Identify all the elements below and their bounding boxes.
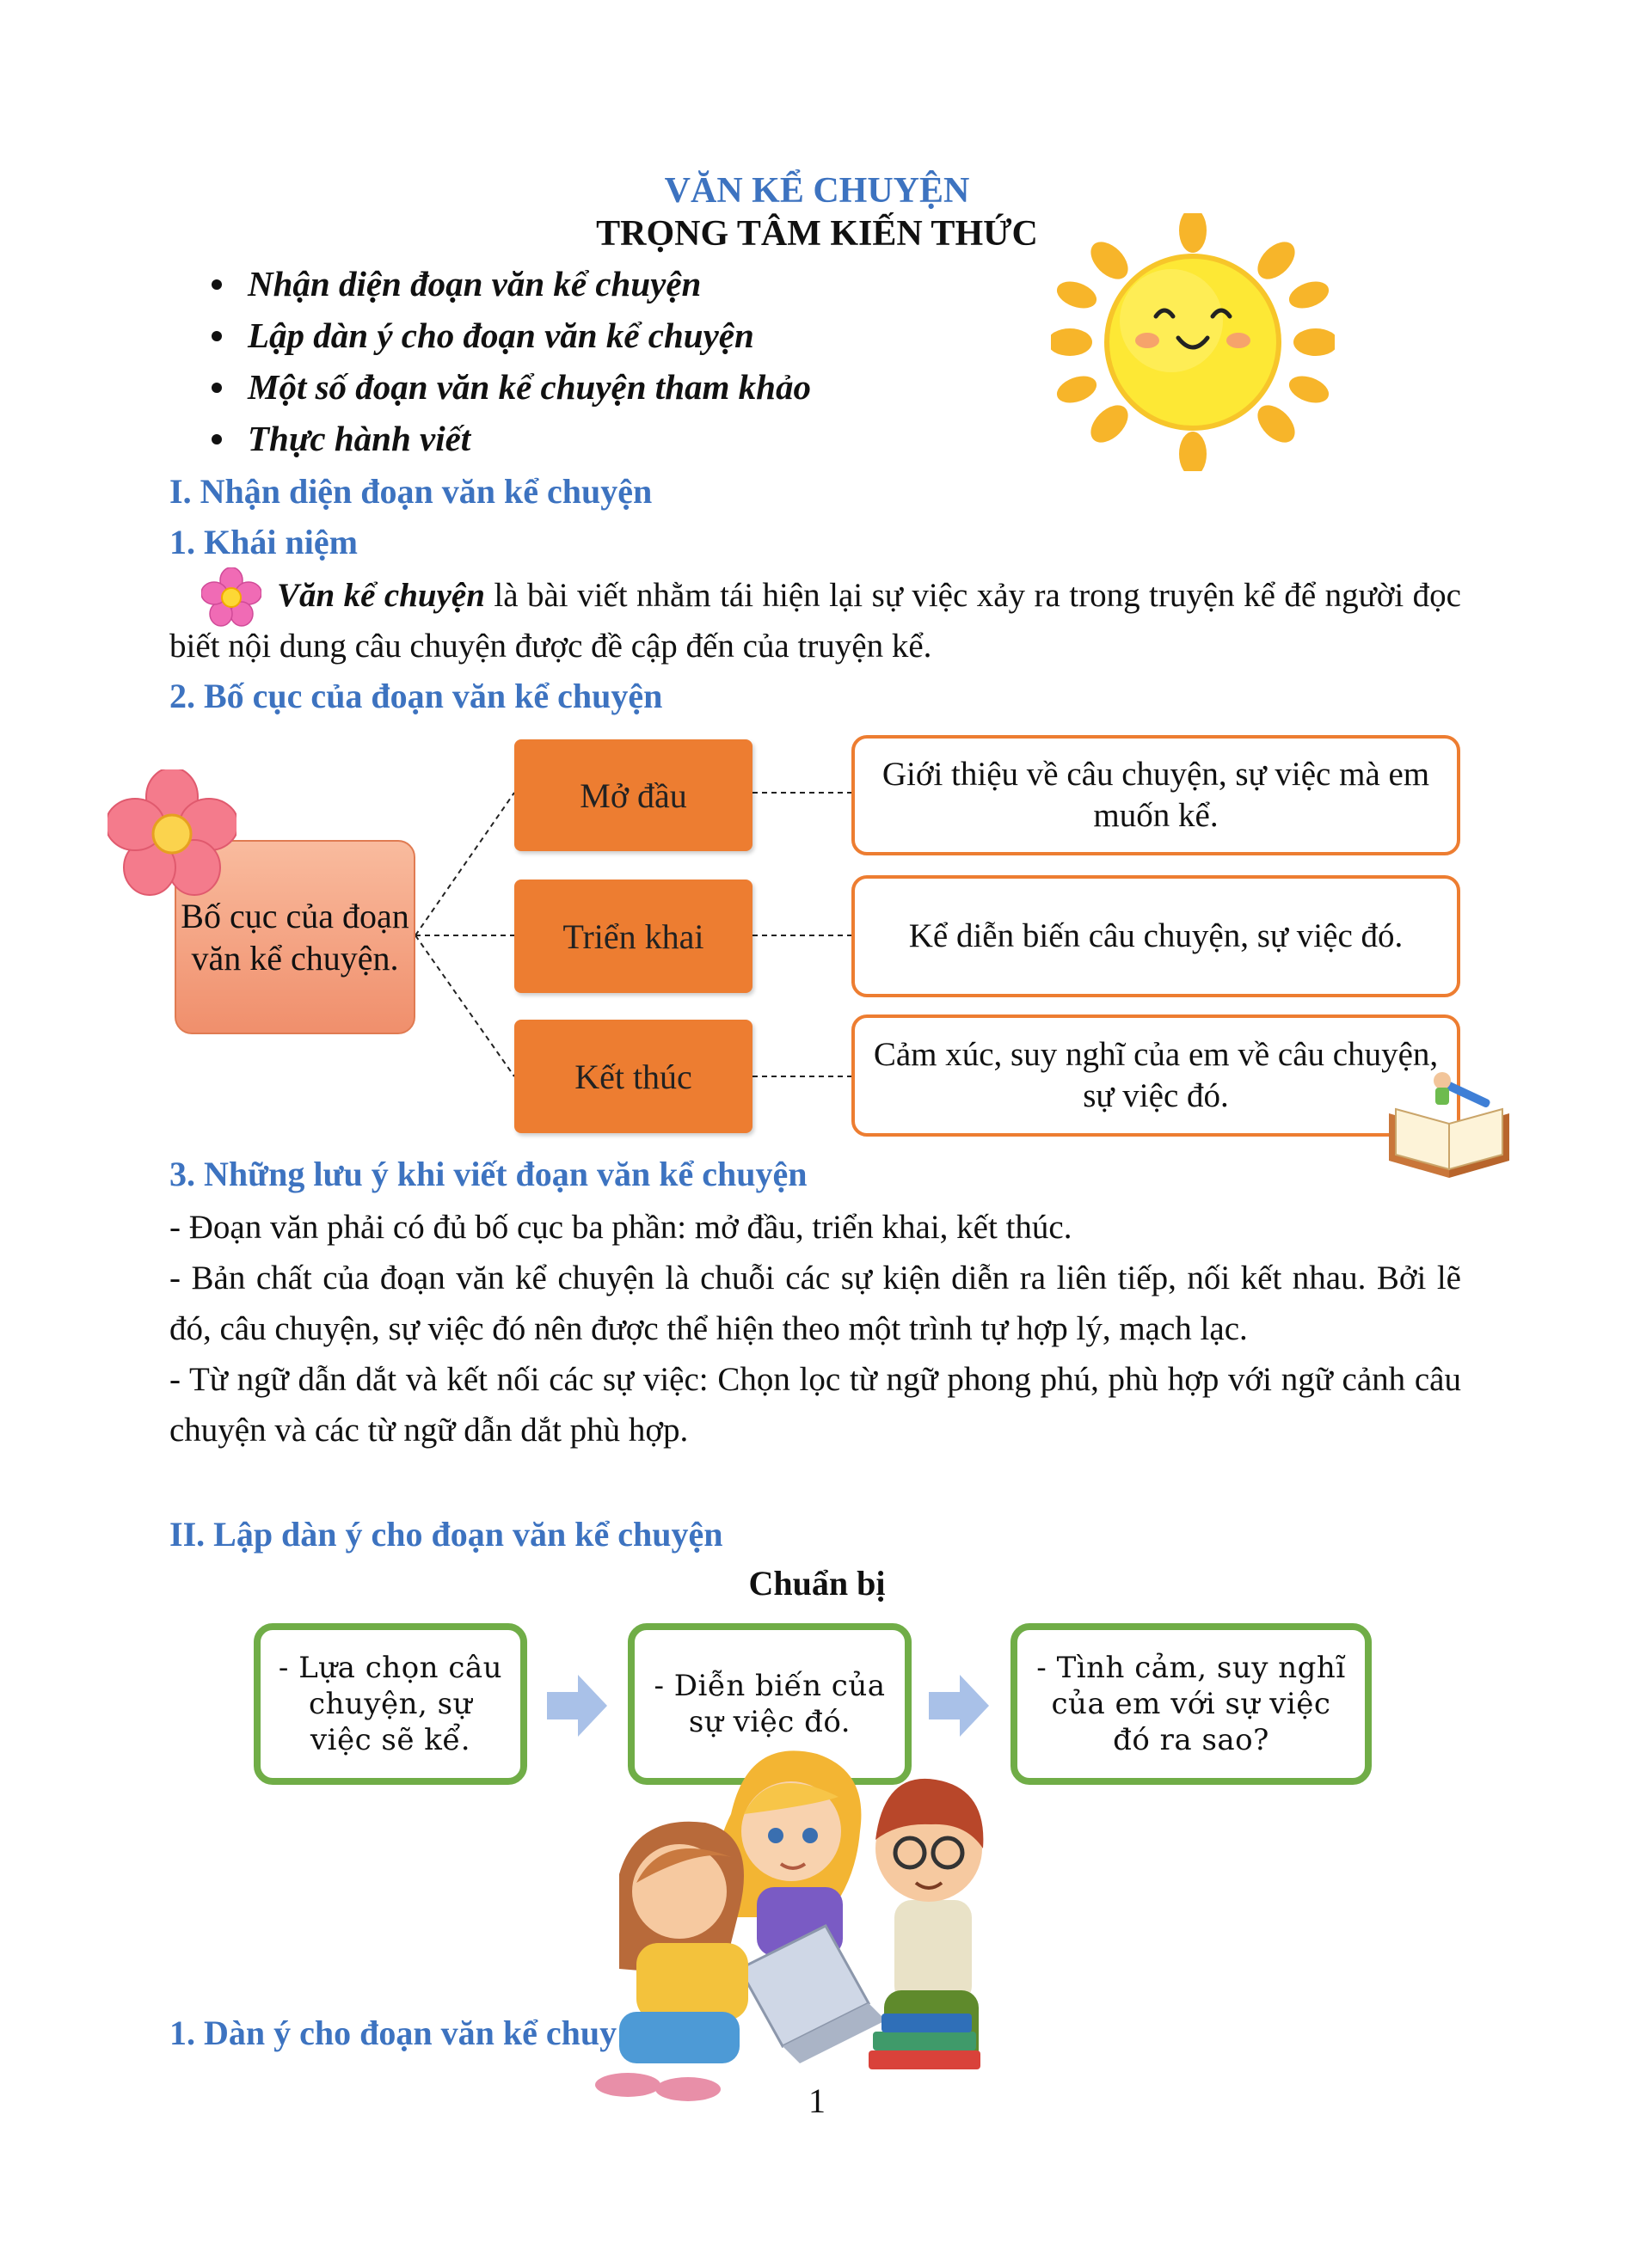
notes-heading: 3. Những lưu ý khi viết đoạn văn kể chuyện [169, 1155, 808, 1193]
note-item: - Đoạn văn phải có đủ bố cục ba phần: mở đầu, triển khai, kết thúc. [169, 1209, 1072, 1246]
bullet-icon [212, 383, 222, 393]
concept-definition: là bài viết nhằm tái hiện lại sự việc xảy ra trong truyện kể để người đọc biết nội dung câu chuyện được đề cập đến của truyện kể. [169, 577, 1461, 665]
arrow-right-icon [547, 1675, 607, 1737]
concept-term: Văn kể chuyện [277, 577, 485, 614]
part-label: Mở đầu [580, 775, 687, 815]
step-text: - Lựa chọn câu chuyện, sự việc sẽ kể. [278, 1651, 503, 1757]
bullet-icon [212, 279, 222, 290]
bullet-icon [212, 434, 222, 444]
part-desc-body [851, 875, 1460, 997]
bullet-icon [212, 331, 222, 341]
sun-illustration [1051, 213, 1335, 471]
part-desc-text: Kể diễn biến câu chuyện, sự việc đó. [908, 917, 1404, 954]
part-desc-text: Cảm xúc, suy nghĩ của em về câu chuyện, sự việc đó. [873, 1036, 1439, 1114]
topic-list [206, 258, 811, 464]
page-number: 1 [808, 2081, 826, 2120]
step-text: - Tình cảm, suy nghĩ của em với sự việc đó ra sao? [1036, 1651, 1346, 1757]
note-item: - Bản chất của đoạn văn kể chuyện là chuỗi các sự kiện diễn ra liên tiếp, nối kết nhau. Bởi lẽ đó, câu chuyện, sự việc đó nên được thể hiện theo một trình tự hợp lý, mạch lạc. [169, 1260, 1461, 1347]
concept-heading: 1. Khái niệm [169, 523, 358, 561]
part-box-body [514, 880, 752, 993]
topic-text: Nhận diện đoạn văn kể chuyện [248, 264, 702, 303]
topic-item [206, 258, 811, 310]
topic-text: Lập dàn ý cho đoạn văn kể chuyện [248, 316, 754, 355]
part-label: Triển khai [562, 916, 704, 956]
note-item: - Từ ngữ dẫn dắt và kết nối các sự việc: Chọn lọc từ ngữ phong phú, phù hợp với ngữ cảnh câu chuyện và các từ ngữ dẫn dắt phù hợp. [169, 1361, 1461, 1449]
notes-list [169, 1202, 1461, 1456]
part-label: Kết thúc [574, 1057, 692, 1096]
arrow-right-icon [929, 1675, 989, 1737]
flower-decoration-icon [108, 769, 236, 898]
topic-item [206, 413, 811, 464]
concept-paragraph [169, 570, 1461, 671]
step-box [254, 1623, 527, 1785]
main-title: VĂN KỂ CHUYỆN [664, 171, 970, 211]
part-desc-text: Giới thiệu về câu chuyện, sự việc mà em muốn kể. [882, 756, 1430, 834]
part-desc-conclusion [851, 1014, 1460, 1137]
section-heading: I. Nhận diện đoạn văn kể chuyện [169, 472, 653, 511]
topic-item [206, 310, 811, 361]
sub-title: TRỌNG TÂM KIẾN THỨC [596, 214, 1038, 254]
part-box-intro [514, 739, 752, 851]
diagram-root-text: Bố cục của đoạn văn kể chuyện. [181, 897, 409, 978]
prep-title: Chuẩn bị [748, 1564, 886, 1603]
topic-item [206, 361, 811, 413]
outline-heading: 1. Dàn ý cho đoạn văn kể chuy [169, 2014, 617, 2052]
step-text: - Diễn biến của sự việc đó. [654, 1669, 886, 1739]
topic-text: Một số đoạn văn kể chuyện tham khảo [248, 367, 811, 407]
children-illustration [585, 1745, 1041, 2106]
step-box [1010, 1623, 1372, 1785]
topic-text: Thực hành viết [248, 419, 471, 458]
part-desc-intro [851, 735, 1460, 855]
book-icon [1380, 1070, 1522, 1186]
section-heading: II. Lập dàn ý cho đoạn văn kể chuyện [169, 1515, 723, 1554]
part-box-conclusion [514, 1020, 752, 1133]
structure-heading: 2. Bố cục của đoạn văn kể chuyện [169, 677, 663, 715]
